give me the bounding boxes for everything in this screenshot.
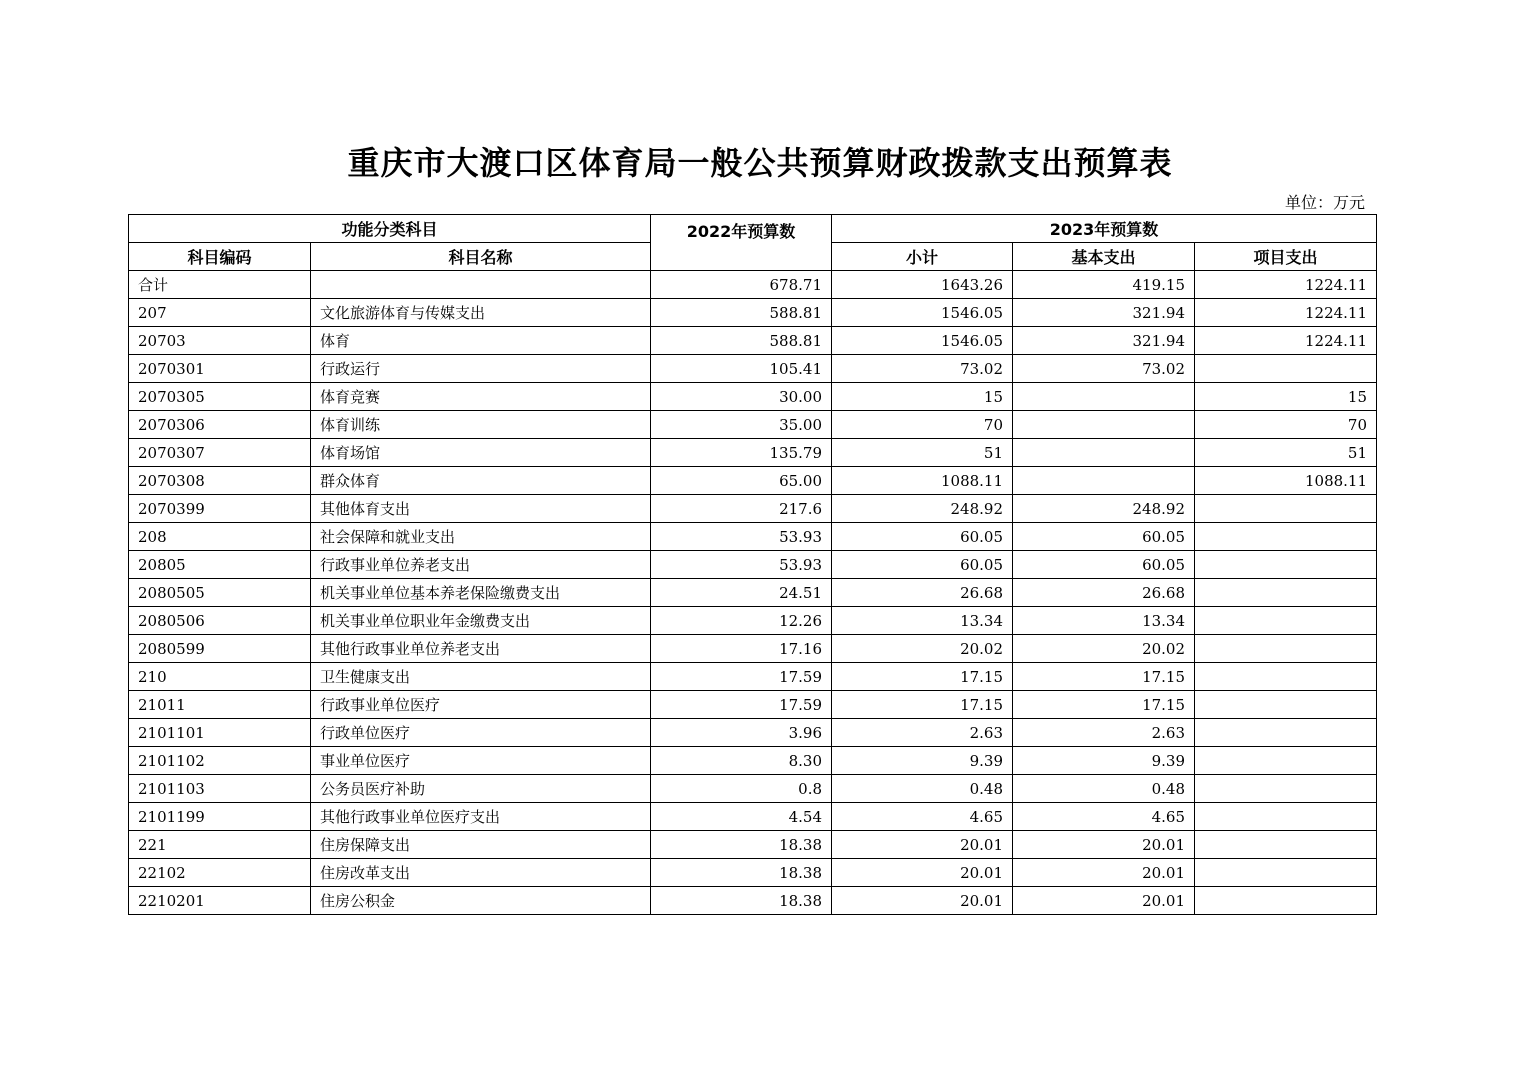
row-budget-2022-cell: 4.54 (651, 803, 832, 831)
table-row (129, 887, 1377, 915)
row-budget-2022-cell: 8.30 (651, 747, 832, 775)
row-project-cell (1195, 775, 1377, 803)
row-code-cell: 2070399 (129, 495, 311, 523)
row-name-cell: 群众体育 (311, 467, 651, 495)
row-name-cell: 文化旅游体育与传媒支出 (311, 299, 651, 327)
row-name-cell (311, 271, 651, 299)
row-basic-cell: 60.05 (1013, 551, 1195, 579)
table-row (129, 523, 1377, 551)
row-code-cell: 2070308 (129, 467, 311, 495)
row-budget-2022-cell: 53.93 (651, 551, 832, 579)
row-project-cell (1195, 859, 1377, 887)
table-row (129, 495, 1377, 523)
row-name-cell: 社会保障和就业支出 (311, 523, 651, 551)
row-subtotal-cell: 1546.05 (832, 327, 1013, 355)
header-budget-2023: 2023年预算数 (832, 215, 1377, 243)
row-code-cell: 21011 (129, 691, 311, 719)
row-project-cell: 1224.11 (1195, 327, 1377, 355)
row-name-cell: 行政事业单位医疗 (311, 691, 651, 719)
row-code-cell: 208 (129, 523, 311, 551)
table-row (129, 635, 1377, 663)
row-basic-cell: 321.94 (1013, 299, 1195, 327)
table-row (129, 607, 1377, 635)
row-basic-cell: 20.01 (1013, 859, 1195, 887)
row-code-cell: 2101199 (129, 803, 311, 831)
row-code-cell: 2070307 (129, 439, 311, 467)
row-project-cell (1195, 747, 1377, 775)
row-project-cell (1195, 831, 1377, 859)
row-name-cell: 公务员医疗补助 (311, 775, 651, 803)
row-code-cell: 2080599 (129, 635, 311, 663)
row-code-cell: 221 (129, 831, 311, 859)
table-row (129, 859, 1377, 887)
row-project-cell (1195, 719, 1377, 747)
row-name-cell: 体育训练 (311, 411, 651, 439)
row-budget-2022-cell: 105.41 (651, 355, 832, 383)
header-basic: 基本支出 (1013, 243, 1195, 271)
table-row (129, 579, 1377, 607)
table-row (129, 691, 1377, 719)
row-subtotal-cell: 1088.11 (832, 467, 1013, 495)
row-subtotal-cell: 248.92 (832, 495, 1013, 523)
row-budget-2022-cell: 53.93 (651, 523, 832, 551)
row-basic-cell: 17.15 (1013, 691, 1195, 719)
row-basic-cell: 20.02 (1013, 635, 1195, 663)
row-project-cell: 1088.11 (1195, 467, 1377, 495)
row-subtotal-cell: 60.05 (832, 551, 1013, 579)
row-code-cell: 2101101 (129, 719, 311, 747)
row-subtotal-cell: 17.15 (832, 691, 1013, 719)
header-functional: 功能分类科目 (129, 215, 651, 243)
table-body (129, 271, 1377, 915)
table-row (129, 719, 1377, 747)
row-name-cell: 体育场馆 (311, 439, 651, 467)
row-subtotal-cell: 4.65 (832, 803, 1013, 831)
row-project-cell (1195, 355, 1377, 383)
row-project-cell (1195, 691, 1377, 719)
row-basic-cell (1013, 439, 1195, 467)
row-basic-cell: 17.15 (1013, 663, 1195, 691)
row-name-cell: 机关事业单位职业年金缴费支出 (311, 607, 651, 635)
table-row (129, 803, 1377, 831)
row-subtotal-cell: 13.34 (832, 607, 1013, 635)
row-project-cell: 15 (1195, 383, 1377, 411)
row-code-cell: 2080505 (129, 579, 311, 607)
row-budget-2022-cell: 30.00 (651, 383, 832, 411)
row-name-cell: 机关事业单位基本养老保险缴费支出 (311, 579, 651, 607)
header-subtotal: 小计 (832, 243, 1013, 271)
row-budget-2022-cell: 17.59 (651, 691, 832, 719)
row-budget-2022-cell: 135.79 (651, 439, 832, 467)
row-code-cell: 20703 (129, 327, 311, 355)
row-name-cell: 其他行政事业单位医疗支出 (311, 803, 651, 831)
row-subtotal-cell: 1546.05 (832, 299, 1013, 327)
header-code: 科目编码 (129, 243, 311, 271)
table-row (129, 775, 1377, 803)
row-code-cell: 2101103 (129, 775, 311, 803)
row-code-cell: 207 (129, 299, 311, 327)
row-budget-2022-cell: 18.38 (651, 887, 832, 915)
row-project-cell (1195, 887, 1377, 915)
table-row (129, 551, 1377, 579)
row-budget-2022-cell: 3.96 (651, 719, 832, 747)
row-basic-cell (1013, 383, 1195, 411)
table-row (129, 663, 1377, 691)
row-subtotal-cell: 26.68 (832, 579, 1013, 607)
row-project-cell (1195, 635, 1377, 663)
row-name-cell: 住房保障支出 (311, 831, 651, 859)
row-basic-cell: 13.34 (1013, 607, 1195, 635)
row-basic-cell: 419.15 (1013, 271, 1195, 299)
row-subtotal-cell: 9.39 (832, 747, 1013, 775)
row-subtotal-cell: 17.15 (832, 663, 1013, 691)
row-name-cell: 行政单位医疗 (311, 719, 651, 747)
row-basic-cell (1013, 411, 1195, 439)
header-project: 项目支出 (1195, 243, 1377, 271)
row-subtotal-cell: 60.05 (832, 523, 1013, 551)
row-basic-cell: 0.48 (1013, 775, 1195, 803)
row-subtotal-cell: 2.63 (832, 719, 1013, 747)
row-basic-cell: 20.01 (1013, 831, 1195, 859)
table-row (129, 327, 1377, 355)
row-subtotal-cell: 70 (832, 411, 1013, 439)
row-code-cell: 2080506 (129, 607, 311, 635)
row-project-cell: 70 (1195, 411, 1377, 439)
row-project-cell (1195, 523, 1377, 551)
budget-table (128, 214, 1377, 915)
row-name-cell: 行政运行 (311, 355, 651, 383)
table-row (129, 299, 1377, 327)
row-name-cell: 事业单位医疗 (311, 747, 651, 775)
row-code-cell: 2070305 (129, 383, 311, 411)
row-subtotal-cell: 51 (832, 439, 1013, 467)
row-basic-cell: 9.39 (1013, 747, 1195, 775)
table-row (129, 271, 1377, 299)
row-budget-2022-cell: 12.26 (651, 607, 832, 635)
row-budget-2022-cell: 588.81 (651, 299, 832, 327)
row-name-cell: 住房公积金 (311, 887, 651, 915)
row-subtotal-cell: 73.02 (832, 355, 1013, 383)
row-basic-cell: 2.63 (1013, 719, 1195, 747)
table-row (129, 383, 1377, 411)
row-name-cell: 体育 (311, 327, 651, 355)
row-project-cell (1195, 551, 1377, 579)
row-code-cell: 2210201 (129, 887, 311, 915)
table-row (129, 355, 1377, 383)
row-budget-2022-cell: 17.59 (651, 663, 832, 691)
page-title: 重庆市大渡口区体育局一般公共预算财政拨款支出预算表 (347, 144, 1173, 182)
row-budget-2022-cell: 217.6 (651, 495, 832, 523)
row-project-cell: 51 (1195, 439, 1377, 467)
row-code-cell: 2070301 (129, 355, 311, 383)
row-basic-cell (1013, 467, 1195, 495)
row-code-cell: 210 (129, 663, 311, 691)
row-subtotal-cell: 1643.26 (832, 271, 1013, 299)
row-subtotal-cell: 20.01 (832, 887, 1013, 915)
row-code-cell: 22102 (129, 859, 311, 887)
row-basic-cell: 26.68 (1013, 579, 1195, 607)
row-budget-2022-cell: 35.00 (651, 411, 832, 439)
row-name-cell: 行政事业单位养老支出 (311, 551, 651, 579)
row-name-cell: 住房改革支出 (311, 859, 651, 887)
row-project-cell (1195, 495, 1377, 523)
row-name-cell: 体育竞赛 (311, 383, 651, 411)
row-subtotal-cell: 0.48 (832, 775, 1013, 803)
row-budget-2022-cell: 0.8 (651, 775, 832, 803)
row-basic-cell: 20.01 (1013, 887, 1195, 915)
row-project-cell: 1224.11 (1195, 299, 1377, 327)
row-budget-2022-cell: 588.81 (651, 327, 832, 355)
row-basic-cell: 321.94 (1013, 327, 1195, 355)
unit-label: 单位：万元 (1284, 193, 1365, 212)
header-budget-2022: 2022年预算数 (651, 215, 832, 271)
row-budget-2022-cell: 678.71 (651, 271, 832, 299)
row-code-cell: 2070306 (129, 411, 311, 439)
row-project-cell (1195, 803, 1377, 831)
row-budget-2022-cell: 18.38 (651, 831, 832, 859)
row-budget-2022-cell: 17.16 (651, 635, 832, 663)
row-name-cell: 卫生健康支出 (311, 663, 651, 691)
row-code-cell: 合计 (129, 271, 311, 299)
header-name: 科目名称 (311, 243, 651, 271)
row-project-cell (1195, 607, 1377, 635)
row-subtotal-cell: 20.01 (832, 831, 1013, 859)
row-basic-cell: 4.65 (1013, 803, 1195, 831)
table-row (129, 439, 1377, 467)
row-project-cell (1195, 663, 1377, 691)
row-project-cell: 1224.11 (1195, 271, 1377, 299)
table-row (129, 467, 1377, 495)
row-code-cell: 2101102 (129, 747, 311, 775)
row-project-cell (1195, 579, 1377, 607)
row-subtotal-cell: 20.01 (832, 859, 1013, 887)
row-budget-2022-cell: 18.38 (651, 859, 832, 887)
table-row (129, 411, 1377, 439)
table-row (129, 831, 1377, 859)
header-row-1 (129, 215, 1377, 243)
row-name-cell: 其他体育支出 (311, 495, 651, 523)
row-subtotal-cell: 20.02 (832, 635, 1013, 663)
table-row (129, 747, 1377, 775)
row-basic-cell: 248.92 (1013, 495, 1195, 523)
row-basic-cell: 60.05 (1013, 523, 1195, 551)
row-budget-2022-cell: 65.00 (651, 467, 832, 495)
row-subtotal-cell: 15 (832, 383, 1013, 411)
row-basic-cell: 73.02 (1013, 355, 1195, 383)
row-code-cell: 20805 (129, 551, 311, 579)
row-name-cell: 其他行政事业单位养老支出 (311, 635, 651, 663)
row-budget-2022-cell: 24.51 (651, 579, 832, 607)
